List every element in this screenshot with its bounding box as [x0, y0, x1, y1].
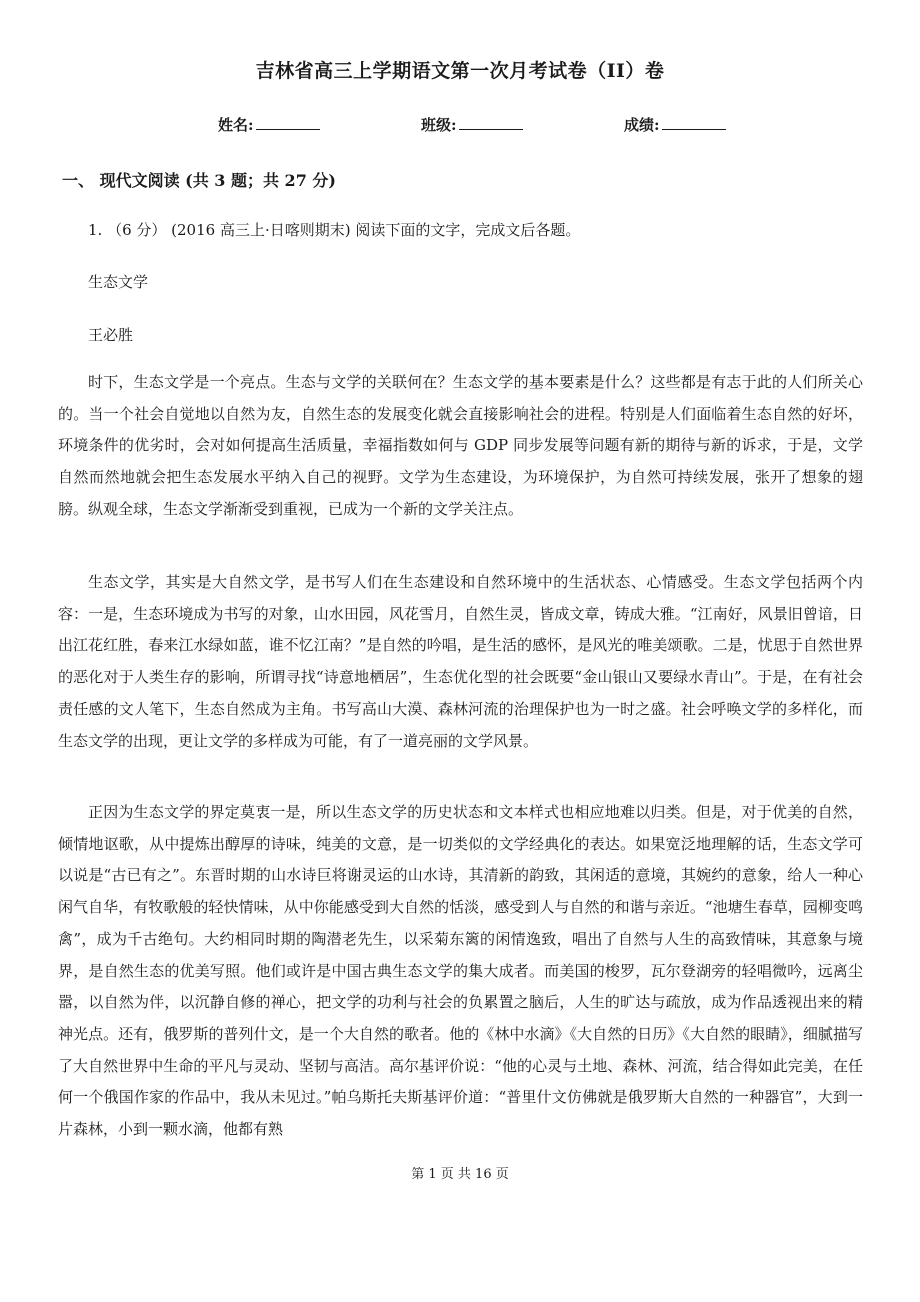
name-label: 姓名:: [218, 116, 254, 134]
section-heading: 一、 现代文阅读 (共 3 题；共 27 分): [62, 171, 336, 190]
article-paragraph: 正因为生态文学的界定莫衷一是，所以生态文学的历史状态和文本样式也相应地难以归类。但是，对于优美的自然，倾情地讴歌，从中提炼出醇厚的诗味，纯美的文意，是一切类似的文学经典化的表达。如果宽泛地理解的话，生态文学可以说是“古已有之”。东晋时期的山水诗巨将谢灵运的山水诗，其清新的韵致，其闲适的意境，其婉约的意象，给人一种心闲气自华，有牧歌般的轻快情味，从中你能感受到大自然的恬淡，感受到人与自然的和谐与亲近。“池塘生春草，园柳变鸣禽”，成为千古绝句。大约相同时期的陶潜老先生，以采菊东篱的闲情逸致，唱出了自然与人生的高致情味，其意象与境界，是自然生态的优美写照。他们或许是中国古典生态文学的集大成者。而美国的梭罗，瓦尔登湖旁的轻唱微吟，远离尘嚣，以自然为伴，以沉静自修的禅心，把文学的功利与社会的负累置之脑后，人生的旷达与疏放，成为作品透视出来的精神光点。还有，俄罗斯的普列什文，是一个大自然的歌者。他的《林中水滴》《大自然的日历》《大自然的眼睛》，细腻描写了大自然世界中生命的平凡与灵动、坚韧与高洁。高尔基评价说：“他的心灵与土地、森林、河流，结合得如此完美，在任何一个俄国作家的作品中，我从未见过。”帕乌斯托夫斯基评价道：“普里什文仿佛就是俄罗斯大自然的一种器官”，大到一片森林，小到一颗水滴，他都有熟: [58, 803, 863, 1139]
article-paragraph: 生态文学，其实是大自然文学，是书写人们在生态建设和自然环境中的生活状态、心情感受。生态文学包括两个内容：一是，生态环境成为书写的对象，山水田园，风花雪月，自然生灵，皆成文章，铸成大雅。“江南好，风景旧曾谙，日出江花红胜，春来江水绿如蓝，谁不忆江南？”是自然的吟唱，是生活的感怀，是风光的唯美颂歌。二是，忧思于自然世界的恶化对于人类生存的影响，所谓寻找“诗意地栖居”，生态优化型的社会既要“金山银山又要绿水青山”。于是，在有社会责任感的文人笔下，生态自然成为主角。书写高山大漠、森林河流的治理保护也为一时之盛。社会呼唤文学的多样化，而生态文学的出现，更让文学的多样成为可能，有了一道亮丽的文学风景。: [58, 573, 863, 750]
exam-title: 吉林省高三上学期语文第一次月考试卷（II）卷: [255, 60, 665, 82]
question-prompt: 1. （6 分） (2016 高三上·日喀则期末) 阅读下面的文字，完成文后各题。: [88, 221, 581, 239]
article-author: 王必胜: [88, 326, 134, 344]
score-field: [624, 113, 726, 135]
name-blank[interactable]: [256, 113, 320, 130]
score-label: 成绩:: [624, 116, 660, 134]
student-info-row: [0, 113, 920, 139]
score-blank[interactable]: [662, 113, 726, 130]
class-field: [421, 113, 523, 135]
article-paragraph: 时下，生态文学是一个亮点。生态与文学的关联何在？生态文学的基本要素是什么？这些都是有志于此的人们所关心的。当一个社会自觉地以自然为友，自然生态的发展变化就会直接影响社会的进程。特别是人们面临着生态自然的好坏，环境条件的优劣时，会对如何提高生活质量，幸福指数如何与 GDP 同步发展等问题有新的期待与新的诉求，于是，文学自然而然地就会把生态发展水平纳入自己的视野。文学为生态建设，为环境保护，为自然可持续发展，张开了想象的翅膀。纵观全球，生态文学渐渐受到重视，已成为一个新的文学关注点。: [58, 373, 863, 518]
name-field: [218, 113, 320, 135]
class-label: 班级:: [421, 116, 457, 134]
article-title: 生态文学: [88, 273, 149, 291]
page-footer: 第 1 页 共 16 页: [411, 1167, 509, 1182]
class-blank[interactable]: [459, 113, 523, 130]
